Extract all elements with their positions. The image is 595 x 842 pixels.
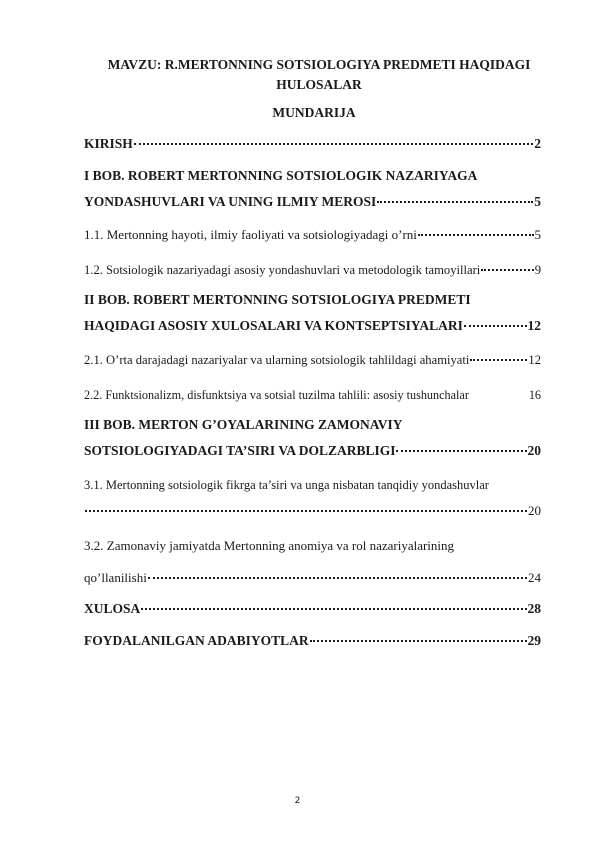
toc-entry-text: 2.1. O’rta darajadagi nazariyalar va ularning sotsiologik tahlildagi ahamiyati: [84, 353, 470, 367]
toc-leader-dots: [377, 200, 533, 203]
toc-page-number: 20: [527, 443, 541, 458]
toc-heading: MUNDARIJA: [272, 105, 356, 120]
toc-entry-section-2-1[interactable]: [84, 347, 541, 373]
page-number-footer: 2: [294, 796, 301, 806]
toc-entry-chapter-1[interactable]: [84, 163, 541, 215]
toc-entry-text: KIRISH: [84, 136, 133, 151]
toc-entry-text: HAQIDAGI ASOSIY XULOSALARI VA KONTSEPTSIYALARI: [84, 318, 463, 333]
toc-entry-xulosa[interactable]: [84, 596, 541, 622]
toc-entry-section-2-2[interactable]: [84, 382, 541, 408]
toc-entry-text: 2.2. Funktsionalizm, disfunktsiya va sotsial tuzilma tahlili: asosiy tushunchalar: [84, 388, 469, 402]
toc-page-number: 12: [527, 318, 541, 333]
toc-entry-kirish[interactable]: [84, 131, 541, 157]
toc-entry-text: SOTSIOLOGIYADAGI TA’SIRI VA DOLZARBLIGI: [84, 443, 396, 458]
toc-entry-text: XULOSA: [84, 601, 141, 616]
toc-page-number: 16: [528, 388, 541, 402]
toc-entry-text: YONDASHUVLARI VA UNING ILMIY MEROSI: [84, 194, 377, 209]
toc-leader-dots: [148, 576, 527, 579]
toc-entry-text-line1: III BOB. MERTON G’OYALARINING ZAMONAVIY: [84, 417, 403, 432]
toc-leader-dots: [141, 607, 526, 610]
toc-entry-section-1-1[interactable]: [84, 222, 541, 248]
toc-page-number: 5: [534, 227, 541, 242]
toc-page-number: 29: [527, 633, 541, 648]
toc-leader-dots: [481, 268, 533, 271]
toc-entry-text: qo’llanilishi: [84, 570, 147, 585]
toc-entry-section-3-1[interactable]: [84, 472, 541, 524]
toc-entry-chapter-2[interactable]: [84, 287, 541, 339]
toc-page-number: 28: [527, 601, 541, 616]
toc-leader-dots: [310, 639, 527, 642]
toc-leader-dots: [134, 142, 533, 145]
toc-leader-dots: [470, 358, 527, 361]
toc-leader-dots: [470, 395, 528, 396]
toc-leader-dots: [464, 324, 527, 327]
toc-page-number: 24: [528, 570, 541, 585]
toc-page-number: 5: [534, 194, 541, 209]
toc-entry-text-line1: II BOB. ROBERT MERTONNING SOTSIOLOGIYA PREDMETI: [84, 292, 471, 307]
toc-entry-chapter-3[interactable]: [84, 412, 541, 464]
toc-entry-text: 1.2. Sotsiologik nazariyadagi asosiy yondashuvlari va metodologik tamoyillari: [84, 263, 481, 277]
toc-page-number: 20: [528, 503, 541, 518]
toc-leader-dots: [85, 509, 527, 512]
document-title: MAVZU: R.MERTONNING SOTSIOLOGIYA PREDMETI HAQIDAGI HULOSALAR: [107, 57, 531, 92]
toc-entry-text-line1: 3.1. Mertonning sotsiologik fikrga ta’siri va unga nisbatan tanqidiy yondashuvlar: [84, 478, 489, 492]
toc-entry-section-3-2[interactable]: [84, 533, 541, 591]
toc-entry-text: FOYDALANILGAN ADABIYOTLAR: [84, 633, 309, 648]
toc-page-number: 2: [534, 136, 541, 151]
toc-leader-dots: [396, 449, 526, 452]
toc-leader-dots: [418, 233, 534, 236]
toc-entry-text-line1: I BOB. ROBERT MERTONNING SOTSIOLOGIK NAZARIYAGA: [84, 168, 478, 183]
toc-entry-text-line1: 3.2. Zamonaviy jamiyatda Mertonning anomiya va rol nazariyalarining: [84, 538, 455, 553]
toc-entry-section-1-2[interactable]: [84, 257, 541, 283]
toc-entry-references[interactable]: [84, 628, 541, 654]
toc-page-number: 12: [528, 353, 541, 367]
toc-page-number: 9: [534, 263, 541, 277]
toc-entry-text: 1.1. Mertonning hayoti, ilmiy faoliyati va sotsiologiyadagi o’rni: [84, 227, 417, 242]
